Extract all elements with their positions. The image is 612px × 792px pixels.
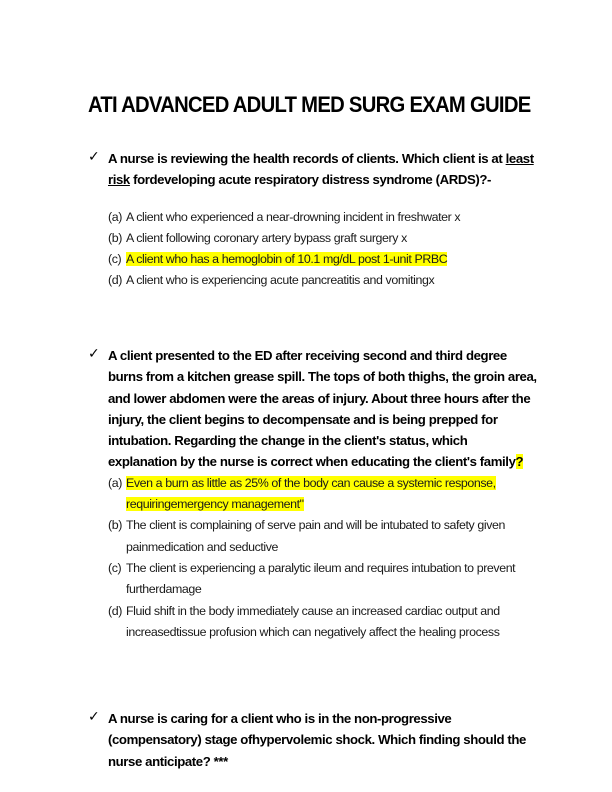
highlighted-answer: A client who has a hemoglobin of 10.1 mg/dL post 1-unit PRBC bbox=[126, 252, 448, 267]
highlighted-answer: Even a burn as little as 25% of the body can cause a systemic response, requiringemergency management" bbox=[126, 475, 496, 512]
question-1 bbox=[88, 148, 548, 292]
question-2-stem: ✓ A client presented to the ED after receiving second and third degree burns from a kitchen grease spill. The tops of both thighs, the groin area, and lower abdomen were the areas of injury. About three hours after the injury, the client begins to decompensate and is being prepped for intubation. Regarding the change in the client's status, which explanation by the nurse is correct when educating the client's family? bbox=[88, 345, 537, 470]
option-b: (b) The client is complaining of serve pain and will be intubated to safety given painmedication and seductive bbox=[108, 518, 506, 554]
option-a: (a) Even a burn as little as 25% of the body can cause a systemic response, requiringemergency management" bbox=[108, 475, 496, 512]
question-1-options bbox=[88, 207, 548, 292]
question-2 bbox=[88, 345, 538, 643]
document-title: ATI ADVANCED ADULT MED SURG EXAM GUIDE bbox=[88, 92, 531, 117]
option-a: (a) A client who experienced a near-drowning incident in freshwater x bbox=[108, 209, 461, 224]
checkmark-icon: ✓ bbox=[88, 345, 100, 361]
option-c: (c) The client is experiencing a paralytic ileum and requires intubation to prevent furtherdamage bbox=[108, 560, 516, 597]
highlighted-mark: ? bbox=[515, 454, 524, 470]
checkmark-icon: ✓ bbox=[88, 708, 100, 724]
option-b: (b) A client following coronary artery bypass graft surgery x bbox=[108, 230, 407, 245]
question-2-options bbox=[88, 473, 538, 643]
option-d: (d) Fluid shift in the body immediately cause an increased cardiac output and increasedtissue profusion which can negatively affect the healing process bbox=[108, 603, 500, 639]
option-d: (d) A client who is experiencing acute pancreatitis and vomitingx bbox=[108, 273, 435, 288]
checkmark-icon: ✓ bbox=[88, 148, 100, 164]
question-1-stem: ✓ A nurse is reviewing the health records of clients. Which client is at least risk fordeveloping acute respiratory distress syndrome (ARDS)?- bbox=[88, 148, 534, 188]
question-3-stem: ✓ A nurse is caring for a client who is in the non-progressive (compensatory) stage ofhypervolemic shock. Which finding should the nurse anticipate? *** bbox=[88, 708, 526, 769]
option-c: (c) A client who has a hemoglobin of 10.1 mg/dL post 1-unit PRBC bbox=[108, 252, 448, 267]
question-3 bbox=[88, 708, 528, 772]
underlined-phrase: least risk bbox=[108, 151, 534, 188]
